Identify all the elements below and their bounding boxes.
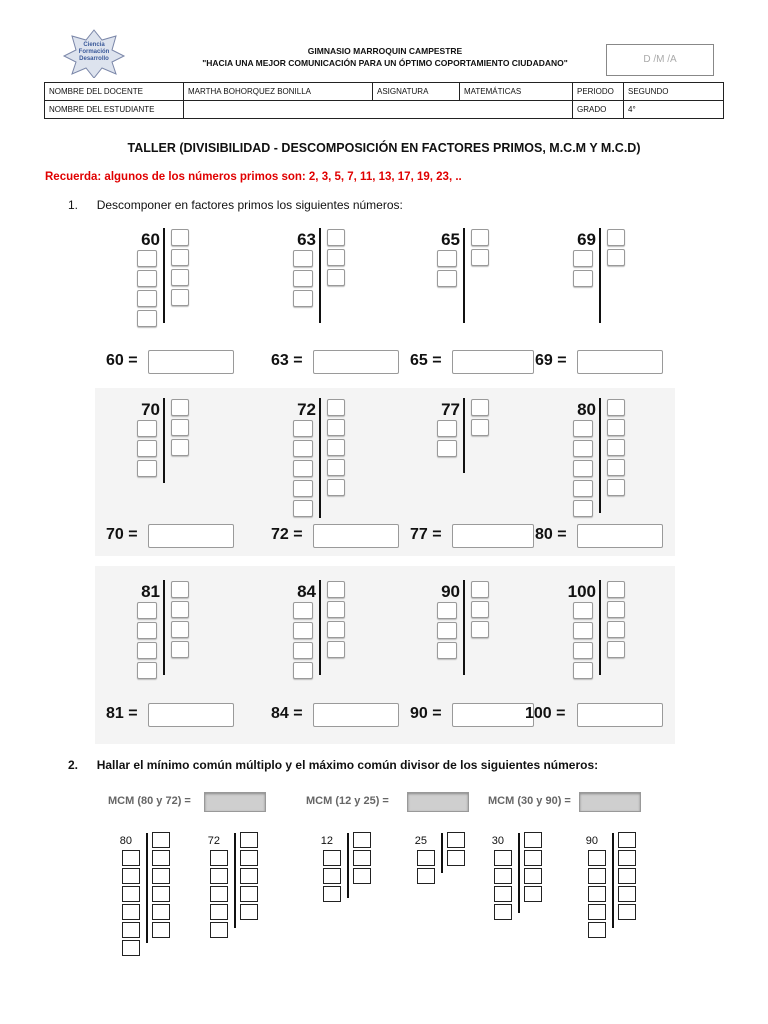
mcm-answer-box-3[interactable] [579,792,641,812]
divisor-box[interactable] [607,439,625,456]
answer-box-69[interactable] [577,350,663,374]
quotient-box[interactable] [210,886,228,902]
number-81: 81 [141,582,160,601]
divisor-box[interactable] [353,850,371,866]
quotient-box[interactable] [437,270,457,287]
divisor-box[interactable] [471,581,489,598]
equation-label-60: 60 = [106,352,138,369]
info-table [44,82,724,119]
division-line [599,398,601,513]
quotient-box[interactable] [494,904,512,920]
division-line [146,833,148,943]
divisor-box[interactable] [607,249,625,266]
student-label: NOMBRE DEL ESTUDIANTE [45,101,184,119]
divisor-box[interactable] [171,601,189,618]
divisor-box[interactable] [152,886,170,902]
quotient-box[interactable] [137,642,157,659]
divisor-box[interactable] [240,886,258,902]
number-84: 84 [297,582,316,601]
quotient-box[interactable] [494,868,512,884]
question-1-text: Descomponer en factores primos los siguientes números: [96,198,403,212]
divisor-box[interactable] [152,868,170,884]
quotient-box[interactable] [293,662,313,679]
equation-label-81: 81 = [106,705,138,722]
divisor-box[interactable] [327,641,345,658]
grade-value: 4° [624,101,724,119]
grade-label: GRADO [573,101,624,119]
quotient-box[interactable] [494,850,512,866]
quotient-box[interactable] [573,270,593,287]
equation-label-80: 80 = [535,526,567,543]
answer-box-80[interactable] [577,524,663,548]
equation-label-77: 77 = [410,526,442,543]
number-90: 90 [441,582,460,601]
quotient-box[interactable] [323,868,341,884]
quotient-box[interactable] [437,602,457,619]
divisor-box[interactable] [471,249,489,266]
division-line [234,833,236,928]
equation-label-69: 69 = [535,352,567,369]
division-line [319,228,321,323]
divisor-box[interactable] [327,459,345,476]
divisor-box[interactable] [152,904,170,920]
prime-reminder: Recuerda: algunos de los números primos son: 2, 3, 5, 7, 11, 13, 17, 19, 23, .. [45,171,462,183]
divisor-box[interactable] [607,419,625,436]
workshop-title: TALLER (DIVISIBILIDAD - DESCOMPOSICIÓN EN FACTORES PRIMOS, M.C.M Y M.C.D) [127,141,641,155]
quotient-box[interactable] [588,904,606,920]
subject-label: ASIGNATURA [373,83,460,101]
division-line [163,398,165,483]
quotient-box[interactable] [437,642,457,659]
divisor-box[interactable] [524,886,542,902]
answer-box-70[interactable] [148,524,234,548]
division-line [163,580,165,675]
divisor-box[interactable] [524,868,542,884]
division-line [463,580,465,675]
divisor-box[interactable] [327,269,345,286]
mcm-number-30: 30 [491,835,504,847]
divisor-box[interactable] [327,439,345,456]
quotient-box[interactable] [323,886,341,902]
quotient-box[interactable] [137,622,157,639]
number-80: 80 [577,400,596,419]
quotient-box[interactable] [293,642,313,659]
division-line [163,228,165,323]
divisor-box[interactable] [607,229,625,246]
divisor-box[interactable] [171,229,189,246]
quotient-box[interactable] [573,500,593,517]
number-72: 72 [297,400,316,419]
divisor-box[interactable] [471,399,489,416]
divisor-box[interactable] [171,621,189,638]
mcm-number-25: 25 [414,835,427,847]
divisor-box[interactable] [618,886,636,902]
quotient-box[interactable] [137,662,157,679]
quotient-box[interactable] [573,460,593,477]
quotient-box[interactable] [437,622,457,639]
quotient-box[interactable] [417,868,435,884]
quotient-box[interactable] [122,904,140,920]
quotient-box[interactable] [293,460,313,477]
divisor-box[interactable] [171,439,189,456]
answer-box-84[interactable] [313,703,399,727]
quotient-box[interactable] [588,850,606,866]
divisor-box[interactable] [327,581,345,598]
divisor-box[interactable] [471,229,489,246]
equation-label-84: 84 = [271,705,303,722]
teacher-label: NOMBRE DEL DOCENTE [45,83,184,101]
divisor-box[interactable] [447,850,465,866]
quotient-box[interactable] [573,602,593,619]
quotient-box[interactable] [293,500,313,517]
equation-label-72: 72 = [271,526,303,543]
quotient-box[interactable] [137,602,157,619]
division-line [347,833,349,898]
quotient-box[interactable] [122,850,140,866]
question-1-number: 1. [68,198,79,212]
mcm-label-2: MCM (12 y 25) = [306,795,389,807]
student-field[interactable] [184,101,573,119]
logo-text-2: Formación [78,49,110,55]
quotient-box[interactable] [588,886,606,902]
mcm-answer-box-2[interactable] [407,792,469,812]
question-2-number: 2. [68,758,79,772]
divisor-box[interactable] [240,904,258,920]
mcm-number-72: 72 [207,835,220,847]
quotient-box[interactable] [137,290,157,307]
quotient-box[interactable] [137,270,157,287]
equation-label-90: 90 = [410,705,442,722]
quotient-box[interactable] [210,868,228,884]
divisor-box[interactable] [171,289,189,306]
number-70: 70 [141,400,160,419]
division-line [441,833,443,873]
quotient-box[interactable] [573,622,593,639]
quotient-box[interactable] [137,440,157,457]
divisor-box[interactable] [327,601,345,618]
question-2 [68,758,598,772]
divisor-box[interactable] [618,868,636,884]
school-name: GIMNASIO MARROQUIN CAMPESTRE [307,46,463,56]
division-line [599,580,601,675]
answer-box-90[interactable] [452,703,534,727]
quotient-box[interactable] [122,868,140,884]
divisor-box[interactable] [607,459,625,476]
divisor-box[interactable] [618,850,636,866]
mcm-label-3: MCM (30 y 90) = [488,795,571,807]
division-line [319,580,321,675]
quotient-box[interactable] [210,922,228,938]
divisor-box[interactable] [607,641,625,658]
answer-box-72[interactable] [313,524,399,548]
quotient-box[interactable] [293,290,313,307]
quotient-box[interactable] [573,480,593,497]
answer-box-81[interactable] [148,703,234,727]
division-line [518,833,520,913]
division-line [599,228,601,323]
teacher-value: MARTHA BOHORQUEZ BONILLA [184,83,373,101]
divisor-box[interactable] [327,621,345,638]
answer-box-65[interactable] [452,350,534,374]
quotient-box[interactable] [210,904,228,920]
number-60: 60 [141,230,160,249]
divisor-box[interactable] [327,229,345,246]
divisor-box[interactable] [152,832,170,848]
quotient-box[interactable] [573,250,593,267]
quotient-box[interactable] [293,250,313,267]
quotient-box[interactable] [437,420,457,437]
quotient-box[interactable] [137,310,157,327]
divisor-box[interactable] [327,479,345,496]
divisor-box[interactable] [171,249,189,266]
divisor-box[interactable] [327,399,345,416]
divisor-box[interactable] [171,641,189,658]
divisor-box[interactable] [353,832,371,848]
quotient-box[interactable] [588,868,606,884]
quotient-box[interactable] [293,602,313,619]
division-line [463,398,465,473]
school-motto: "HACIA UNA MEJOR COMUNICACIÓN PARA UN ÓPTIMO COPORTAMIENTO CIUDADANO" [202,58,568,68]
quotient-box[interactable] [293,270,313,287]
divisor-box[interactable] [447,832,465,848]
divisor-box[interactable] [524,850,542,866]
division-line [319,398,321,518]
number-63: 63 [297,230,316,249]
quotient-box[interactable] [122,922,140,938]
divisor-box[interactable] [353,868,371,884]
divisor-box[interactable] [327,419,345,436]
answer-box-77[interactable] [452,524,534,548]
answer-box-60[interactable] [148,350,234,374]
divisor-box[interactable] [607,621,625,638]
equation-label-70: 70 = [106,526,138,543]
logo-text-3: Desarrollo [79,56,109,62]
divisor-box[interactable] [152,922,170,938]
equation-label-100: 100 = [525,705,566,722]
mcm-label-1: MCM (80 y 72) = [108,795,191,807]
answer-box-100[interactable] [577,703,663,727]
divisor-box[interactable] [240,850,258,866]
quotient-box[interactable] [417,850,435,866]
quotient-box[interactable] [437,440,457,457]
divisor-box[interactable] [152,850,170,866]
quotient-box[interactable] [573,662,593,679]
quotient-box[interactable] [573,642,593,659]
quotient-box[interactable] [293,622,313,639]
divisor-box[interactable] [618,904,636,920]
quotient-box[interactable] [293,440,313,457]
division-line [463,228,465,323]
divisor-box[interactable] [171,581,189,598]
mcm-number-80: 80 [119,835,132,847]
quotient-box[interactable] [122,940,140,956]
quotient-box[interactable] [323,850,341,866]
divisor-box[interactable] [618,832,636,848]
quotient-box[interactable] [437,250,457,267]
division-line [612,833,614,928]
divisor-box[interactable] [240,832,258,848]
period-label: PERIODO [573,83,624,101]
mcm-number-12: 12 [320,835,333,847]
quotient-box[interactable] [573,440,593,457]
subject-value: MATEMÁTICAS [460,83,573,101]
quotient-box[interactable] [573,420,593,437]
divisor-box[interactable] [607,601,625,618]
quotient-box[interactable] [494,886,512,902]
divisor-box[interactable] [240,868,258,884]
divisor-box[interactable] [607,581,625,598]
divisor-box[interactable] [471,621,489,638]
quotient-box[interactable] [137,420,157,437]
quotient-box[interactable] [588,922,606,938]
divisor-box[interactable] [471,601,489,618]
question-1 [68,198,403,212]
quotient-box[interactable] [137,250,157,267]
divisor-box[interactable] [524,832,542,848]
divisor-box[interactable] [171,269,189,286]
divisor-box[interactable] [171,419,189,436]
question-2-text: Hallar el mínimo común múltiplo y el máximo común divisor de los siguientes números: [96,758,599,772]
number-100: 100 [567,582,596,601]
divisor-box[interactable] [471,419,489,436]
date-field[interactable]: D /M /A [606,44,714,76]
equation-label-65: 65 = [410,352,442,369]
number-69: 69 [577,230,596,249]
quotient-box[interactable] [210,850,228,866]
logo-text-1: Ciencia [83,42,105,48]
answer-box-63[interactable] [313,350,399,374]
number-65: 65 [441,230,460,249]
quotient-box[interactable] [137,460,157,477]
mcm-answer-box-1[interactable] [204,792,266,812]
divisor-box[interactable] [171,399,189,416]
quotient-box[interactable] [122,886,140,902]
divisor-box[interactable] [607,479,625,496]
mcm-number-90: 90 [585,835,598,847]
divisor-box[interactable] [327,249,345,266]
quotient-box[interactable] [293,480,313,497]
school-logo [58,28,130,78]
equation-label-63: 63 = [271,352,303,369]
number-77: 77 [441,400,460,419]
divisor-box[interactable] [607,399,625,416]
quotient-box[interactable] [293,420,313,437]
period-value: SEGUNDO [624,83,724,101]
